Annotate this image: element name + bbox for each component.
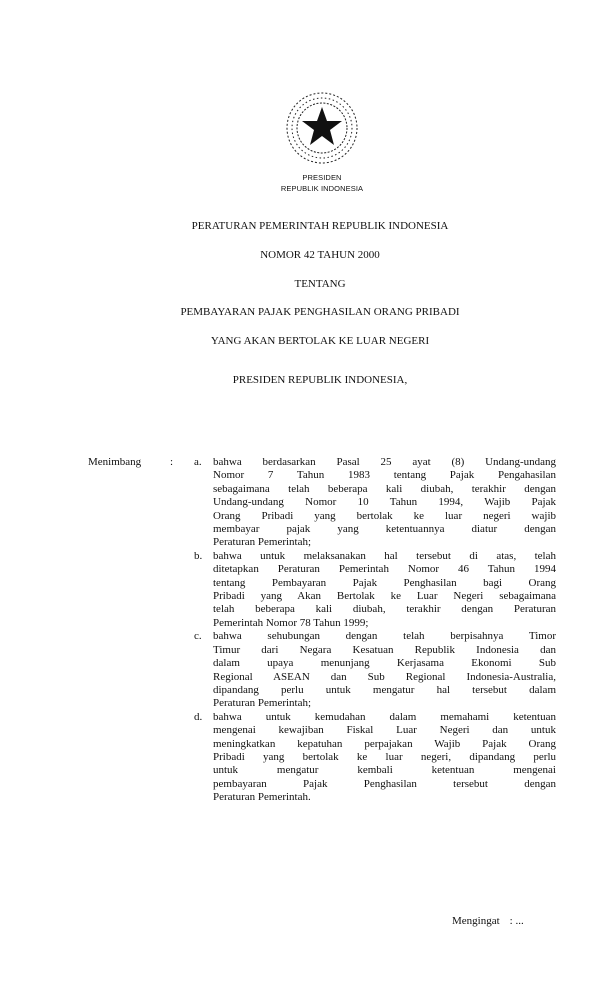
subject-line-2: YANG AKAN BERTOLAK KE LUAR NEGERI xyxy=(210,335,430,347)
regulation-number: NOMOR 42 TAHUN 2000 xyxy=(260,249,380,261)
seal-line-republic: REPUBLIK INDONESIA xyxy=(280,184,364,193)
text-line: Regional ASEAN dan Sub Regional Indonesia-Australia, xyxy=(213,670,556,683)
consideration-item xyxy=(194,550,556,630)
item-letter: c. xyxy=(194,630,202,643)
text-line: dalam upaya menunjang Kerjasama Ekonomi Sub xyxy=(213,657,556,670)
text-line: Pribadi yang Akan Bertolak ke Luar Negeri sebagaimana xyxy=(213,590,556,603)
next-page-reference xyxy=(452,915,534,927)
consideration-item xyxy=(194,456,556,550)
menimbang-colon: : xyxy=(170,456,174,468)
consideration-item xyxy=(194,711,556,805)
text-line: sebagaimana telah beberapa kali diubah, terakhir dengan xyxy=(213,482,556,495)
text-line: Orang Pribadi yang bertolak ke luar negeri wajib xyxy=(213,509,556,522)
text-line: pembayaran Pajak Penghasilan tersebut dengan xyxy=(213,777,556,790)
item-letter: a. xyxy=(194,456,202,468)
president-heading: PRESIDEN REPUBLIK INDONESIA, xyxy=(232,374,408,386)
text-line: ditetapkan Peraturan Pemerintah Nomor 46 Tahun 1994 xyxy=(213,563,556,576)
text-line: tentang Pembayaran Pajak Penghasilan bagi Orang xyxy=(213,576,556,589)
item-letter: d. xyxy=(194,710,203,723)
text-line: Peraturan Pemerintah; xyxy=(213,697,312,710)
item-text xyxy=(213,711,556,805)
text-line: untuk mengatur kembali ketentuan mengenai xyxy=(213,764,556,777)
text-line: Peraturan Pemerintah. xyxy=(213,791,311,804)
item-text xyxy=(213,630,556,710)
text-line: bahwa berdasarkan Pasal 25 ayat (8) Undang-undang xyxy=(213,456,556,468)
text-line: bahwa untuk kemudahan dalam memahami ketentuan xyxy=(213,710,556,723)
text-line: bahwa untuk melaksanakan hal tersebut di atas, telah xyxy=(213,549,556,562)
text-line: membayar pajak yang ketentuannya diatur dengan xyxy=(213,523,556,536)
menimbang-label: Menimbang xyxy=(88,456,142,468)
subject-line-1: PEMBAYARAN PAJAK PENGHASILAN ORANG PRIBADI xyxy=(180,306,460,318)
text-line: telah beberapa kali diubah, terakhir dengan Peraturan xyxy=(213,603,556,616)
text-line: dipandang perlu untuk mengatur hal tersebut dalam xyxy=(213,683,556,696)
item-text xyxy=(213,456,556,550)
text-line: Timur dari Negara Kesatuan Republik Indonesia dan xyxy=(213,643,556,656)
text-line: mengenai kewajiban Fiskal Luar Negeri dan untuk xyxy=(213,724,556,737)
continuation-mark: : ... xyxy=(509,915,524,927)
text-line: Pribadi yang bertolak ke luar negeri, dipandang perlu xyxy=(213,750,556,763)
about-heading: TENTANG xyxy=(294,278,346,290)
garuda-star-emblem-icon xyxy=(284,90,360,166)
item-text xyxy=(213,550,556,630)
text-line: meningkatkan kepatuhan perpajakan Wajib Pajak Orang xyxy=(213,737,556,750)
mengingat-label: Mengingat xyxy=(452,915,500,927)
text-line: bahwa sehubungan dengan telah berpisahnya Timor xyxy=(213,630,556,643)
regulation-title: PERATURAN PEMERINTAH REPUBLIK INDONESIA xyxy=(191,220,449,232)
text-line: Pemerintah Nomor 78 Tahun 1999; xyxy=(213,616,369,629)
item-letter: b. xyxy=(194,549,203,562)
seal-line-president: PRESIDEN xyxy=(302,173,342,182)
text-line: Nomor 7 Tahun 1983 tentang Pajak Pengahasilan xyxy=(213,469,556,482)
considerations-list xyxy=(194,456,556,805)
text-line: Undang-undang Nomor 10 Tahun 1994, Wajib Pajak xyxy=(213,496,556,509)
text-line: Peraturan Pemerintah; xyxy=(213,536,312,549)
consideration-item xyxy=(194,630,556,710)
